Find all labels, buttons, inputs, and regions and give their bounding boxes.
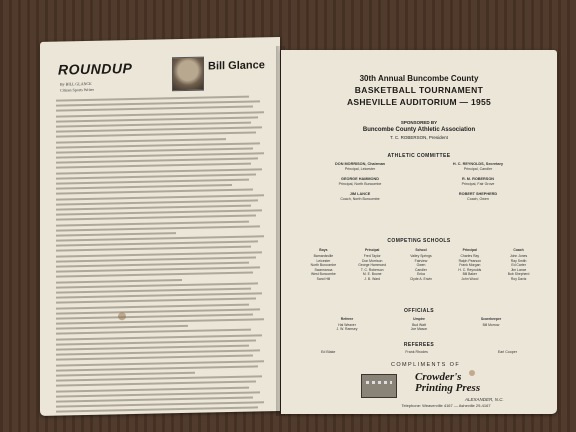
article-text-line (56, 412, 251, 416)
member-name: R. M. ROBERSON (461, 177, 495, 181)
table-cell: Bud Watt (412, 323, 426, 327)
tournament-edition: 30th Annual Buncombe County (359, 74, 479, 83)
left-page (40, 37, 280, 416)
roundup-title: ROUNDUP (58, 60, 133, 78)
member-role: Principal, North Buncombe (338, 181, 382, 186)
ad-compliments: COMPLIMENTS OF (391, 362, 461, 368)
article-text-line (56, 272, 253, 278)
article-body-text (56, 95, 266, 416)
table-cell: Charles Ray (460, 254, 480, 258)
article-text-line (56, 365, 258, 371)
referee-name: Ed Blake (321, 350, 336, 354)
table-cell: H. C. Reynolds (458, 267, 482, 272)
table-cell: Bill Morrow (482, 323, 500, 327)
table-cell: Enka (417, 272, 425, 277)
schools-column (447, 248, 492, 282)
referee-name: Earl Cooper (497, 350, 517, 354)
tournament-venue: ASHEVILLE AUDITORIUM — 1955 (346, 97, 492, 107)
officials-title: OFFICIALS (404, 308, 434, 314)
article-text-line (56, 372, 195, 377)
member-role: Coach, North Buncombe (340, 196, 380, 201)
table-cell: John Jones (509, 254, 528, 258)
table-cell: J. B. Ward (364, 276, 381, 281)
member-name: H. C. REYNOLDS, Secretary (452, 162, 504, 166)
table-cell: Bob Shepherd (507, 272, 530, 277)
article-text-line (56, 279, 182, 284)
ad-name-line: Crowder's (415, 371, 462, 383)
member-role: Principal, Leicester (344, 166, 376, 171)
author-photo (172, 57, 204, 92)
committee-member (429, 192, 527, 201)
officials-column (455, 317, 527, 331)
member-role: Principal, Candler (463, 166, 493, 171)
member-role: Coach, Owen (467, 196, 489, 201)
table-cell: Candler (415, 267, 427, 272)
author-name: Bill Glance (208, 59, 265, 73)
table-cell: Swannanoa (314, 267, 333, 272)
article-text-line (56, 318, 264, 324)
table-cell: Ralph Pearson (458, 258, 481, 263)
table-cell: Bill Baker (462, 272, 477, 277)
ad-phone: Telephone: Weaverville 4167 — Asheville 29-4167 (401, 403, 491, 408)
schools-column (496, 248, 541, 282)
table-cell: Frank Morgan (459, 263, 481, 268)
officials-table (311, 317, 527, 331)
table-cell: Joe Mason (410, 327, 428, 331)
schools-column (350, 248, 395, 282)
table-cell: Hal Weaver (338, 323, 356, 327)
table-cell: Fred Taylor (363, 254, 381, 258)
table-cell: North Buncombe (310, 263, 337, 268)
column-header: Coach (513, 248, 524, 252)
athletic-committee-title: ATHLETIC COMMITTEE (387, 153, 451, 159)
byline-line: By BILL GLANCE (60, 80, 92, 87)
committee-member (311, 177, 409, 186)
table-cell: T. C. Roberson (360, 267, 384, 272)
column-header: Principal (462, 248, 477, 252)
competing-schools-table (301, 248, 541, 282)
referees-list (321, 350, 517, 354)
column-header: Umpire (413, 317, 425, 321)
table-cell: Ray Smith (510, 258, 527, 263)
column-header: Boys (319, 248, 328, 252)
column-header: Scorekeeper (480, 317, 502, 321)
committee-member (311, 162, 409, 171)
article-text-line (56, 225, 260, 231)
table-cell: Jim Lance (510, 267, 527, 272)
table-cell: J. W. Ramsey (336, 327, 358, 331)
table-cell: West Buncombe (310, 272, 336, 277)
table-cell: Leicester (316, 258, 331, 263)
article-text-line (56, 232, 176, 237)
right-page (281, 50, 557, 414)
committee-member (311, 192, 409, 201)
byline (60, 81, 94, 94)
member-name: DON MORRISON, Chairman (335, 162, 385, 166)
print-shop-building-icon (361, 374, 397, 398)
officials-column (311, 317, 383, 331)
table-cell: Clyde A. Erwin (409, 276, 433, 281)
ad-city: ALEXANDER, N.C. (465, 397, 504, 402)
table-cell: Ed Carter (511, 263, 526, 268)
column-header: Principal (365, 248, 380, 252)
committee-member (429, 162, 527, 171)
referees-title: REFEREES (403, 342, 435, 348)
table-cell: Don Morrison (362, 258, 383, 263)
ad-name-line: Printing Press (415, 382, 481, 394)
committee-member (429, 177, 527, 186)
table-cell: John Wood (461, 276, 479, 281)
sponsor-president: T. C. ROBERSON, President (390, 135, 448, 140)
column-header: School (415, 248, 427, 252)
member-name: GEORGE HAMMOND (341, 177, 379, 181)
table-cell: George Hammond (358, 263, 387, 268)
member-role: Principal, Fair Grove (461, 181, 495, 186)
table-cell: Barnardsville (313, 254, 334, 258)
sponsor-label: SPONSORED BY (400, 120, 438, 125)
schools-column (301, 248, 346, 282)
tournament-title: BASKETBALL TOURNAMENT (354, 85, 484, 95)
table-cell: M. E. Boone (362, 272, 382, 277)
competing-schools-title: COMPETING SCHOOLS (387, 238, 451, 244)
member-name: JIM LANCE (349, 192, 371, 196)
table-cell: Roy Davis (510, 276, 527, 281)
coffee-stain (469, 370, 475, 376)
sponsor-organization: Buncombe County Athletic Association (362, 127, 476, 133)
byline-line: Citizen Sports Writer (60, 86, 94, 93)
athletic-committee-list (311, 162, 527, 201)
referee-name: Frank Rhodes (405, 350, 428, 354)
table-cell: Fairview (414, 258, 428, 263)
schools-column (399, 248, 444, 282)
column-header: Referee (340, 317, 354, 321)
table-cell: Owen (416, 263, 426, 268)
officials-column (383, 317, 455, 331)
table-cell: Valley Springs (410, 254, 432, 258)
article-text-line (56, 325, 188, 330)
member-name: ROBERT SHEPHERD (458, 192, 498, 196)
printer-advertisement (361, 362, 531, 412)
table-cell: Sand Hill (316, 276, 331, 281)
